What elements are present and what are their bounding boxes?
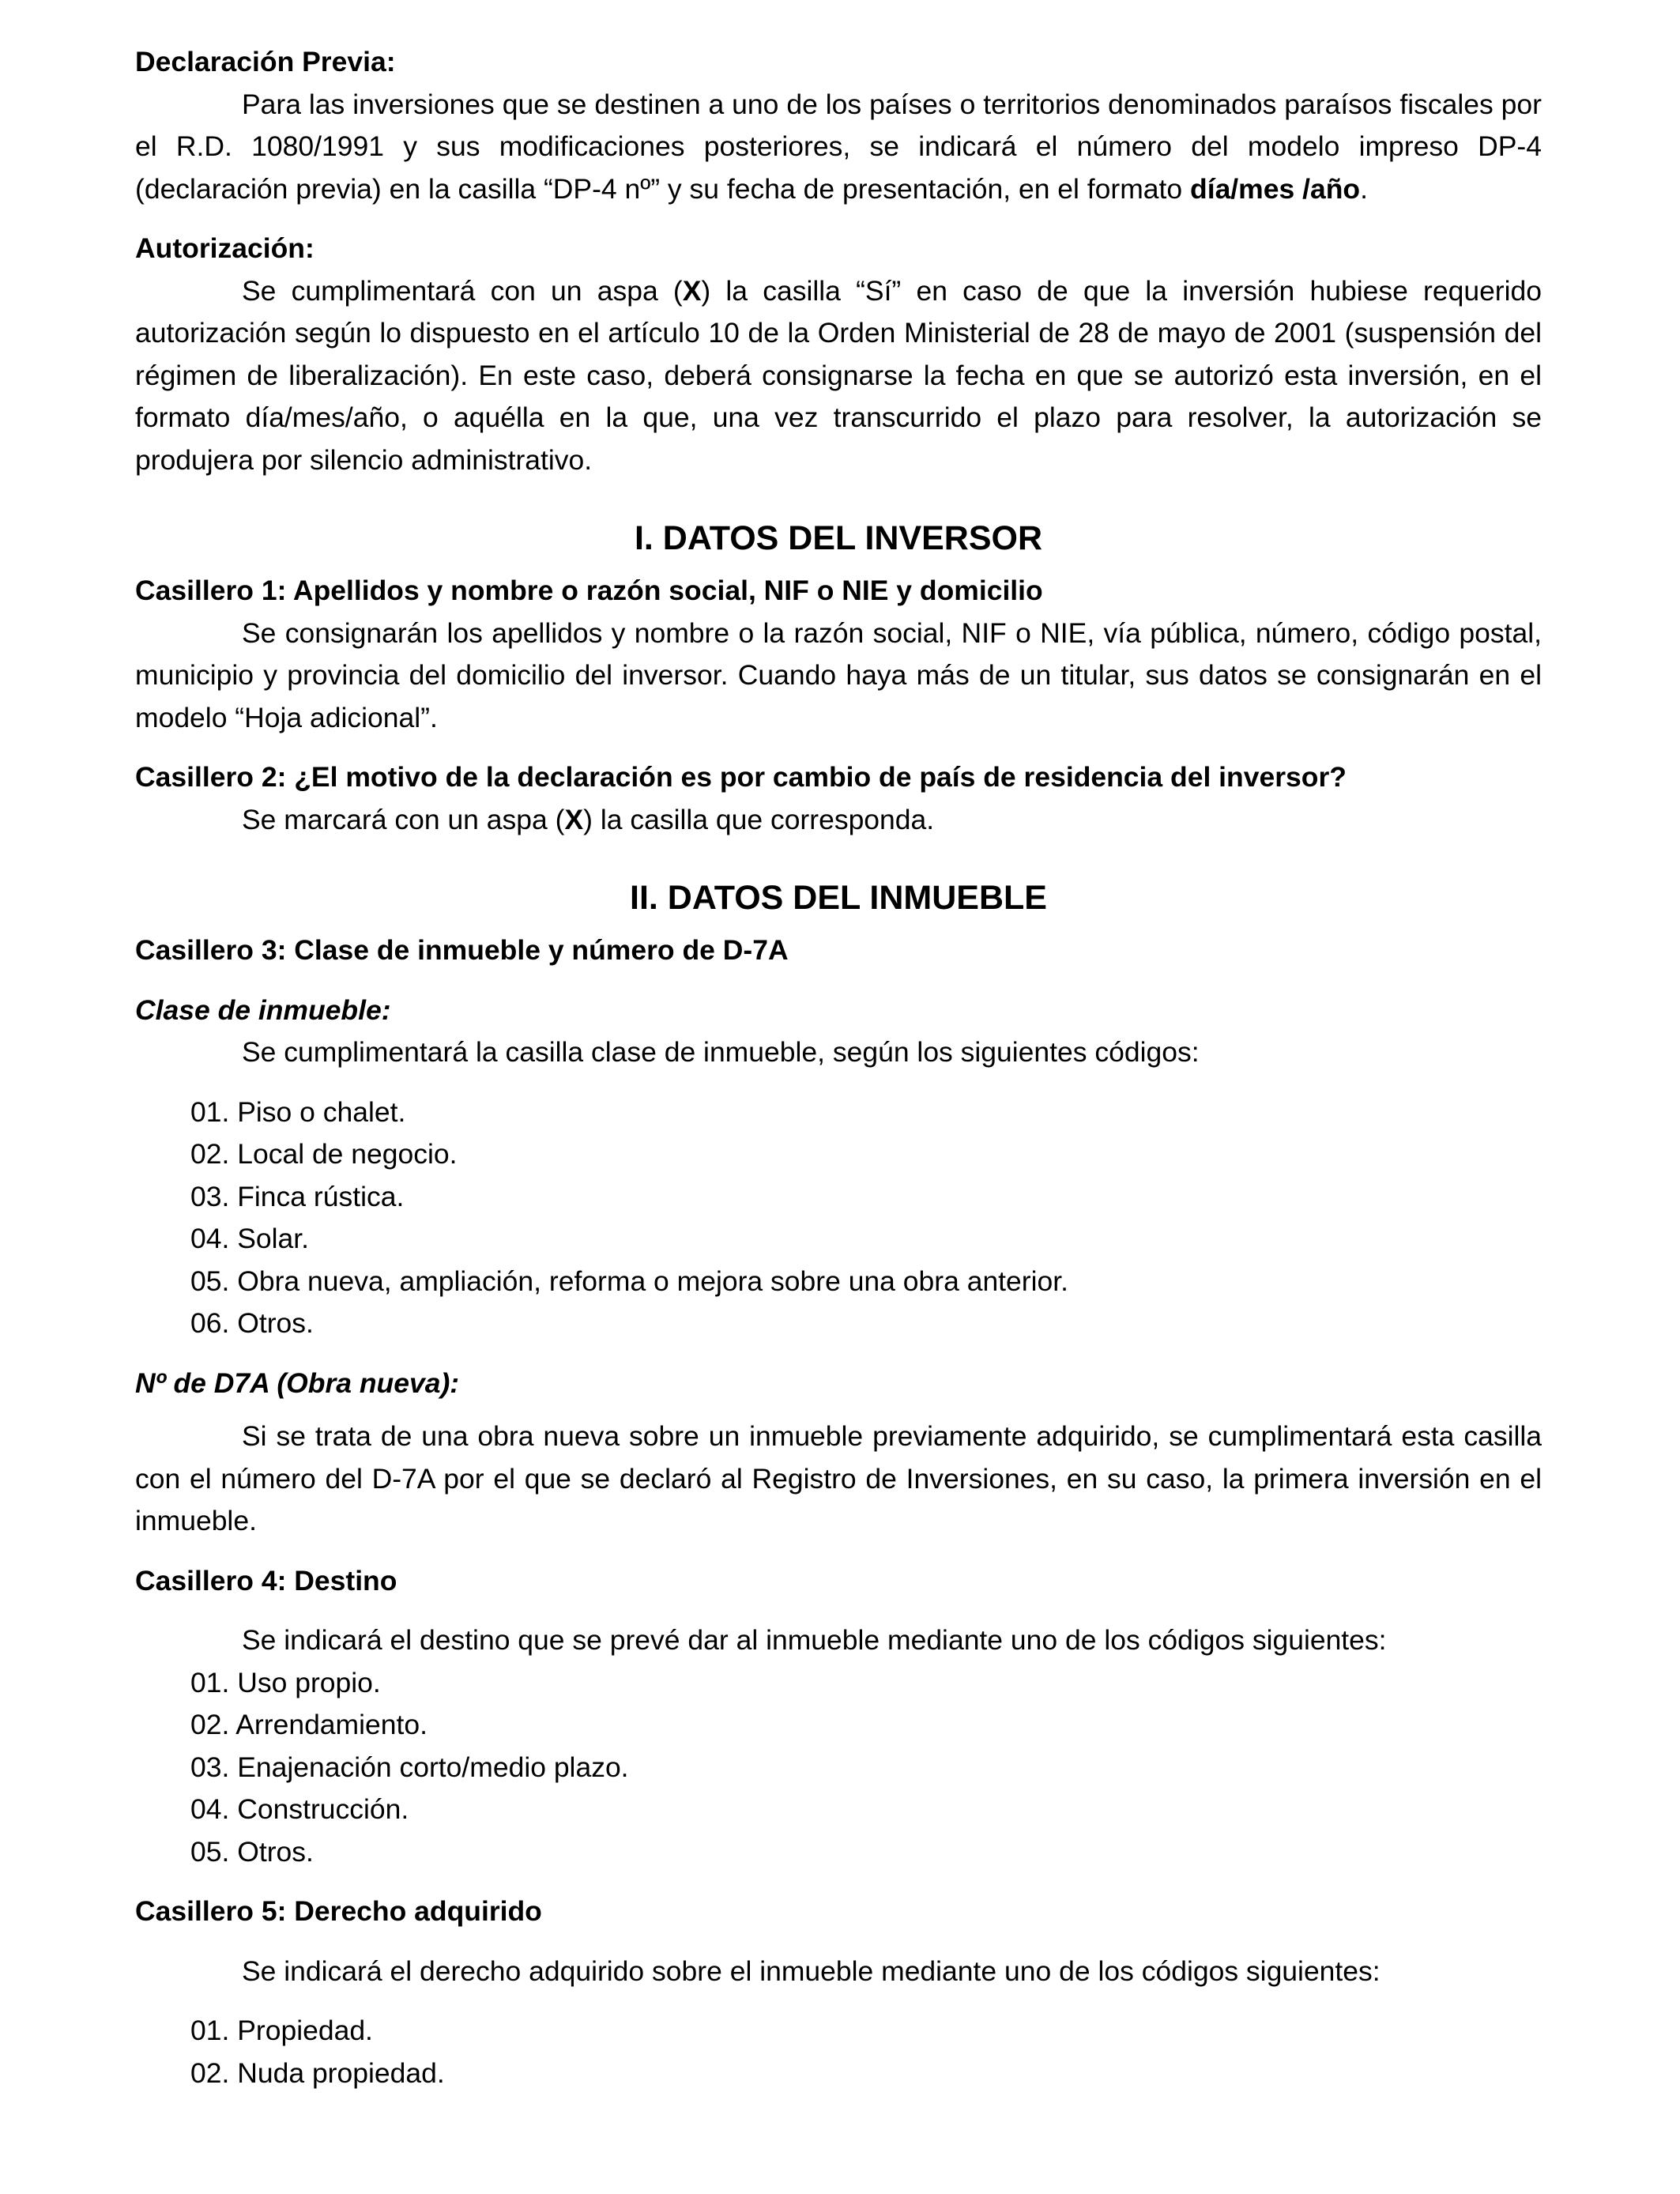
casillero-4-heading: Casillero 4: Destino [135, 1564, 397, 1596]
casillero-3-block [135, 929, 1542, 1543]
list-item: 05. Obra nueva, ampliación, reforma o mejora sobre una obra anterior. [190, 1265, 1068, 1297]
casillero-2-mark: X [564, 803, 584, 835]
casillero-2-text-2: ) la casilla que corresponda. [583, 803, 935, 835]
list-item: 06. Otros. [190, 1307, 314, 1339]
list-item: 02. Arrendamiento. [190, 1709, 428, 1740]
declaracion-previa-text-2: . [1360, 172, 1368, 205]
casillero-2-heading: Casillero 2: ¿El motivo de la declaración es por cambio de país de residencia del inversor? [135, 761, 1347, 793]
destino-code-list [135, 1662, 1542, 1874]
autorizacion-text-1: Se cumplimentará con un aspa ( [242, 274, 683, 307]
casillero-5-heading: Casillero 5: Derecho adquirido [135, 1895, 542, 1927]
declaracion-previa-paragraph [135, 84, 1542, 211]
list-item: 04. Construcción. [190, 1793, 409, 1825]
list-item: 02. Local de negocio. [190, 1138, 458, 1170]
list-item: 01. Uso propio. [190, 1666, 381, 1698]
declaracion-previa-block [135, 41, 1542, 210]
list-item: 01. Propiedad. [190, 2015, 373, 2046]
list-item: 04. Solar. [190, 1223, 309, 1254]
autorizacion-block [135, 228, 1542, 481]
casillero-1-heading: Casillero 1: Apellidos y nombre o razón social, NIF o NIE y domicilio [135, 575, 1043, 606]
clase-inmueble-paragraph: Se cumplimentará la casilla clase de inmueble, según los siguientes códigos: [242, 1036, 1200, 1068]
casillero-2-block [135, 756, 1542, 841]
list-item: 02. Nuda propiedad. [190, 2056, 445, 2089]
list-item: 03. Finca rústica. [190, 1180, 405, 1212]
casillero-1-paragraph: Se consignarán los apellidos y nombre o la razón social, NIF o NIE, vía pública, número, código postal, municipio y provincia del domicilio del inversor. Cuando haya más de un titular, sus datos se consignarán en el modelo “Hoja adicional”. [135, 616, 1542, 733]
document-page [135, 41, 1542, 2094]
autorizacion-text-2: ) la casilla “Sí” en caso de que la inversión hubiese requerido autorización según lo dispuesto en el artículo 10 de la Orden Ministerial de 28 de mayo de 2001 (suspensión del régimen de liberalización). En este caso, deberá consignarse la fecha en que se autorizó esta inversión, en el formato día/mes/año, o aquélla en la que, una vez transcurrido el plazo para resolver, la autorización se produjera por silencio administrativo. [135, 274, 1543, 476]
casillero-2-paragraph [135, 799, 1542, 842]
numero-d7a-heading: Nº de D7A (Obra nueva): [135, 1367, 460, 1399]
casillero-5-paragraph: Se indicará el derecho adquirido sobre el inmueble mediante uno de los códigos siguientes: [242, 1955, 1381, 1987]
casillero-3-heading: Casillero 3: Clase de inmueble y número de D-7A [135, 934, 789, 966]
clase-inmueble-heading: Clase de inmueble: [135, 993, 391, 1026]
list-item: 01. Piso o chalet. [190, 1095, 406, 1128]
declaracion-previa-text-1: Para las inversiones que se destinen a uno de los países o territorios denominados paraísos fiscales por el R.D. 1080/1991 y sus modificaciones posteriores, se indicará el número del modelo impreso DP-4 (declaración previa) en la casilla “DP-4 nº” y su fecha de presentación, en el formato [135, 88, 1542, 205]
declaracion-previa-heading: Declaración Previa: [135, 46, 396, 77]
list-item: 03. Enajenación corto/medio plazo. [190, 1751, 629, 1783]
autorizacion-heading: Autorización: [135, 232, 315, 264]
casillero-1-block [135, 570, 1542, 739]
casillero-5-block [135, 1891, 1542, 2094]
derecho-code-list [135, 2010, 1542, 2094]
autorizacion-mark: X [682, 274, 702, 307]
numero-d7a-paragraph: Si se trata de una obra nueva sobre un inmueble previamente adquirido, se cumplimentará esta casilla con el número del D-7A por el que se declaró al Registro de Inversiones, en su caso, la primera inversión en el inmueble. [135, 1420, 1542, 1536]
casillero-2-text-1: Se marcará con un aspa ( [242, 803, 565, 835]
section-1-title: I. DATOS DEL INVERSOR [634, 519, 1043, 557]
autorizacion-paragraph [135, 270, 1542, 482]
list-item: 05. Otros. [190, 1835, 314, 1868]
clase-inmueble-code-list [135, 1091, 1542, 1345]
section-2-title: II. DATOS DEL INMUEBLE [630, 879, 1047, 917]
date-format-bold: día/mes /año [1190, 172, 1361, 205]
casillero-4-paragraph: Se indicará el destino que se prevé dar al inmueble mediante uno de los códigos siguientes: [242, 1624, 1387, 1656]
casillero-4-block [135, 1560, 1542, 1874]
